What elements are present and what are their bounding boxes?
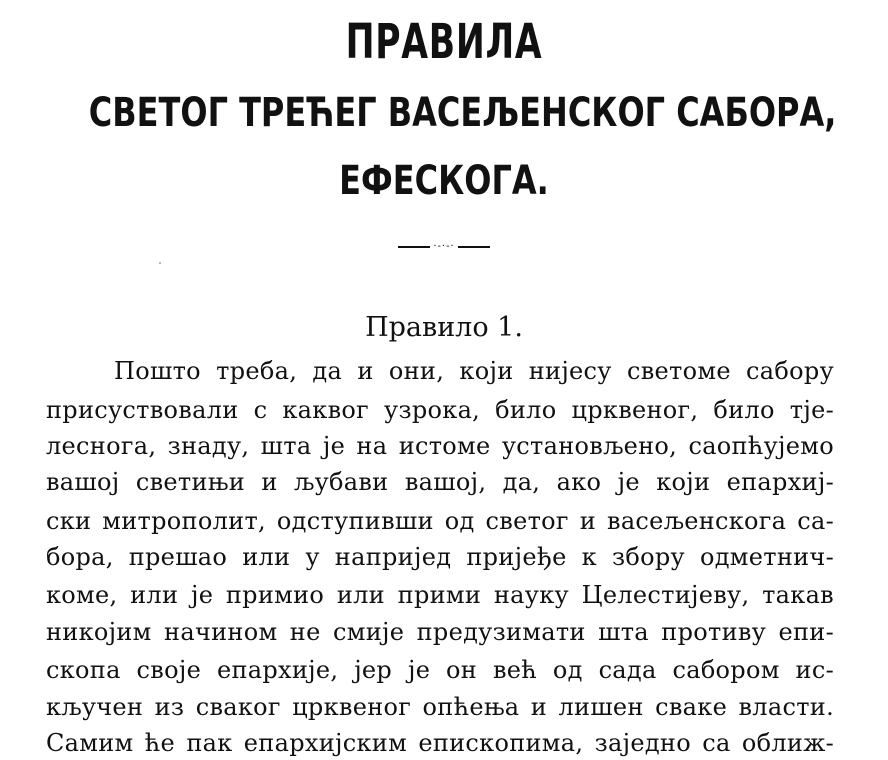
rule-text-line: коме, или је примио или прими науку Целестијеву, такав [46, 581, 834, 609]
rule-text-line: бора, прешао или у напријед пријеђе к збору одметнич- [46, 543, 834, 571]
document-title: ПРАВИЛА [345, 14, 543, 70]
rule-text-line: ски митрополит, одступивши од светог и васељенскога са- [46, 507, 834, 535]
rule-text-line: присуствовали с каквог узрока, било црквеног, било тје- [46, 396, 834, 424]
divider-dots: ·-·-· [433, 241, 455, 252]
paper-speck [159, 262, 161, 264]
rule-text-line: вашој светињи и љубави вашој, да, ако је који епархиј- [46, 468, 834, 496]
rule-text-line: кључен из сваког црквеног опћења и лишен сваке власти. [46, 693, 834, 721]
rule-text-line: леснога, знаду, шта је на истоме установљено, саопћујемо [46, 432, 834, 460]
rule-text-line: Пошто треба, да и они, који нијесу светоме сабору [114, 357, 834, 385]
divider-line-left [398, 246, 430, 248]
rule-text-line: скопа своје епархије, јер је он већ од сада сабором ис- [46, 656, 834, 684]
document-subtitle-line-1: СВЕТОГ ТРЕЋЕГ ВАСЕЉЕНСКОГ САБОРА, [88, 90, 837, 136]
rule-text-line: никојим начином не смије предузимати шта противу епи- [46, 618, 834, 646]
ornamental-divider [398, 243, 490, 251]
rule-text-line: Самим ће пак епархијским епископима, заједно са оближ- [46, 729, 834, 757]
document-subtitle-line-2: ЕФЕСКОГА. [339, 158, 549, 204]
rule-heading: Правило 1. [365, 312, 523, 343]
divider-line-right [458, 246, 490, 248]
